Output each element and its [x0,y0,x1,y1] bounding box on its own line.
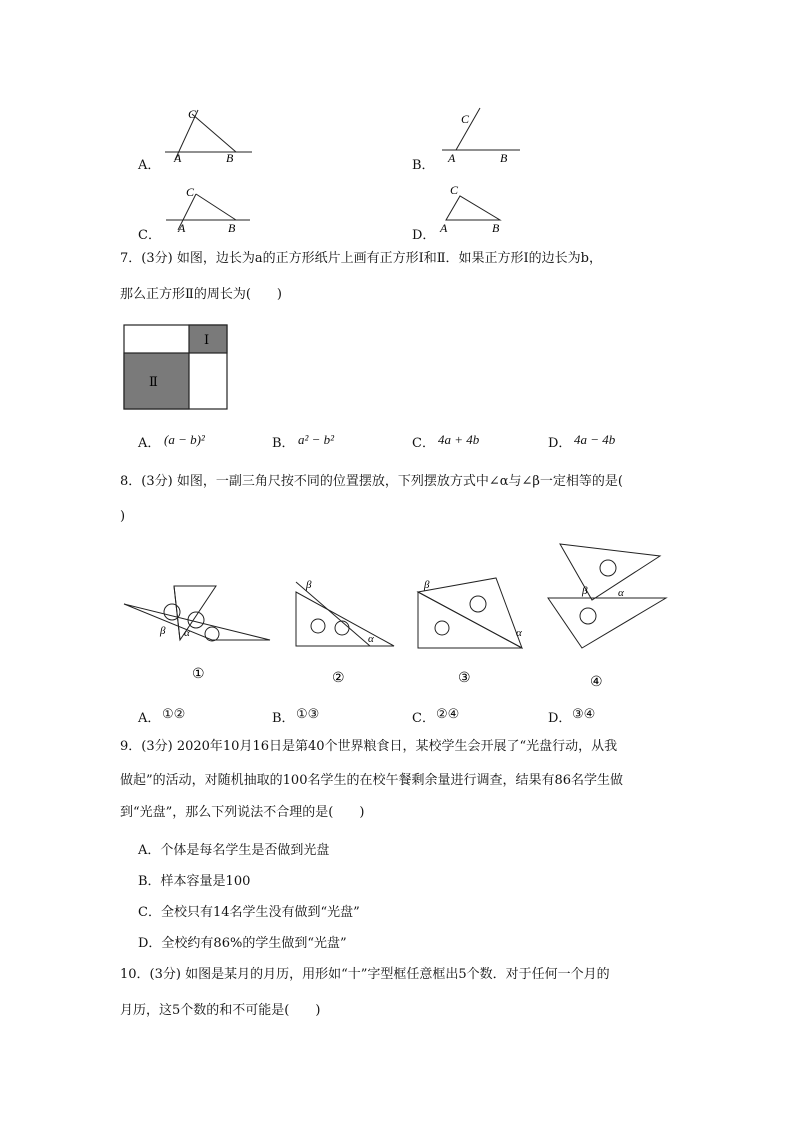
q10-text-line1: 10．(3分) 如图是某月的月历，用形如“十”字型框任意框出5个数．对于任何一个月的 [120,967,610,982]
q7-text-line1: 7．(3分) 如图，边长为a的正方形纸片上画有正方形Ⅰ和Ⅱ．如果正方形Ⅰ的边长为b， [120,251,602,266]
q8-figure-1 [120,580,275,690]
q9-text-line2: 做起”的活动，对随机抽取的100名学生的在校午餐剩余量进行调查，结果有86名学生做 [120,773,624,788]
option-d-text: 4a − 4b [574,432,616,447]
option-c-letter: C． [412,436,435,451]
label-a: A [178,221,186,235]
figure-label: ② [332,671,345,686]
q10-text-line2: 月历，这5个数的和不可能是( ) [120,1003,321,1018]
option-letter: B． [412,158,435,173]
option-d-letter: D． [548,711,572,726]
label-c: C [186,185,195,199]
label-c: C [450,183,459,197]
q9-option-d: D．全校约有86%的学生做到“光盘” [138,936,347,951]
option-b-text: ①③ [296,707,320,722]
option-b-letter: B． [272,436,295,451]
option-a-letter: A． [138,711,161,726]
option-letter: C． [138,228,161,243]
option-a-text: ①② [162,707,186,722]
option-d-text: ③④ [572,707,596,722]
beta-label: β [160,625,166,637]
q6-figure-a [160,100,260,170]
label-b: B [500,151,508,165]
option-a-text: (a − b)² [164,432,205,447]
label-a: A [448,151,456,165]
option-c-text: 4a + 4b [438,432,480,447]
alpha-label: α [618,587,624,599]
q6-figure-b [438,100,528,170]
q9-option-c: C．全校只有14名学生没有做到“光盘” [138,905,360,920]
option-b-letter: B． [272,711,295,726]
label-c: C [188,107,197,121]
option-letter: A． [138,158,161,173]
option-letter: D． [412,228,436,243]
beta-label: β [306,579,312,591]
option-d-letter: D． [548,436,572,451]
alpha-label: α [184,627,190,639]
beta-label: β [582,585,588,597]
square-label-i: Ⅰ [204,332,210,347]
label-b: B [226,151,234,165]
figure-label: ③ [458,671,471,686]
q9-text-line3: 到“光盘”，那么下列说法不合理的是( ) [120,805,365,820]
option-c-text: ②④ [436,707,460,722]
label-b: B [492,221,500,235]
alpha-label: α [368,633,374,645]
beta-label: β [424,579,430,591]
label-c: C [461,112,470,126]
label-a: A [440,221,448,235]
q8-figure-4 [544,540,669,694]
q7-square-figure [123,324,229,412]
label-b: B [228,221,236,235]
option-a-letter: A． [138,436,161,451]
q8-text-line1: 8．(3分) 如图，一副三角尺按不同的位置摆放，下列摆放方式中∠α与∠β一定相等的是( [120,474,623,489]
q6-figure-c [160,180,260,240]
q9-option-a: A．个体是每名学生是否做到光盘 [138,843,330,858]
figure-label: ④ [590,675,603,690]
q8-figure-2 [290,574,400,690]
label-a: A [174,151,182,165]
option-c-letter: C． [412,711,435,726]
q9-text-line1: 9．(3分) 2020年10月16日是第40个世界粮食日，某校学生会开展了“光盘行动，从我 [120,739,618,754]
q8-figure-3 [412,574,532,690]
alpha-label: α [516,627,522,639]
q6-figure-d [436,178,516,240]
q7-text-line2: 那么正方形Ⅱ的周长为( ) [120,287,282,302]
figure-label: ① [192,667,205,682]
option-b-text: a² − b² [298,432,335,447]
q8-text-line2: ) [120,509,126,524]
q9-option-b: B．样本容量是100 [138,874,251,889]
square-label-ii: Ⅱ [149,374,158,389]
